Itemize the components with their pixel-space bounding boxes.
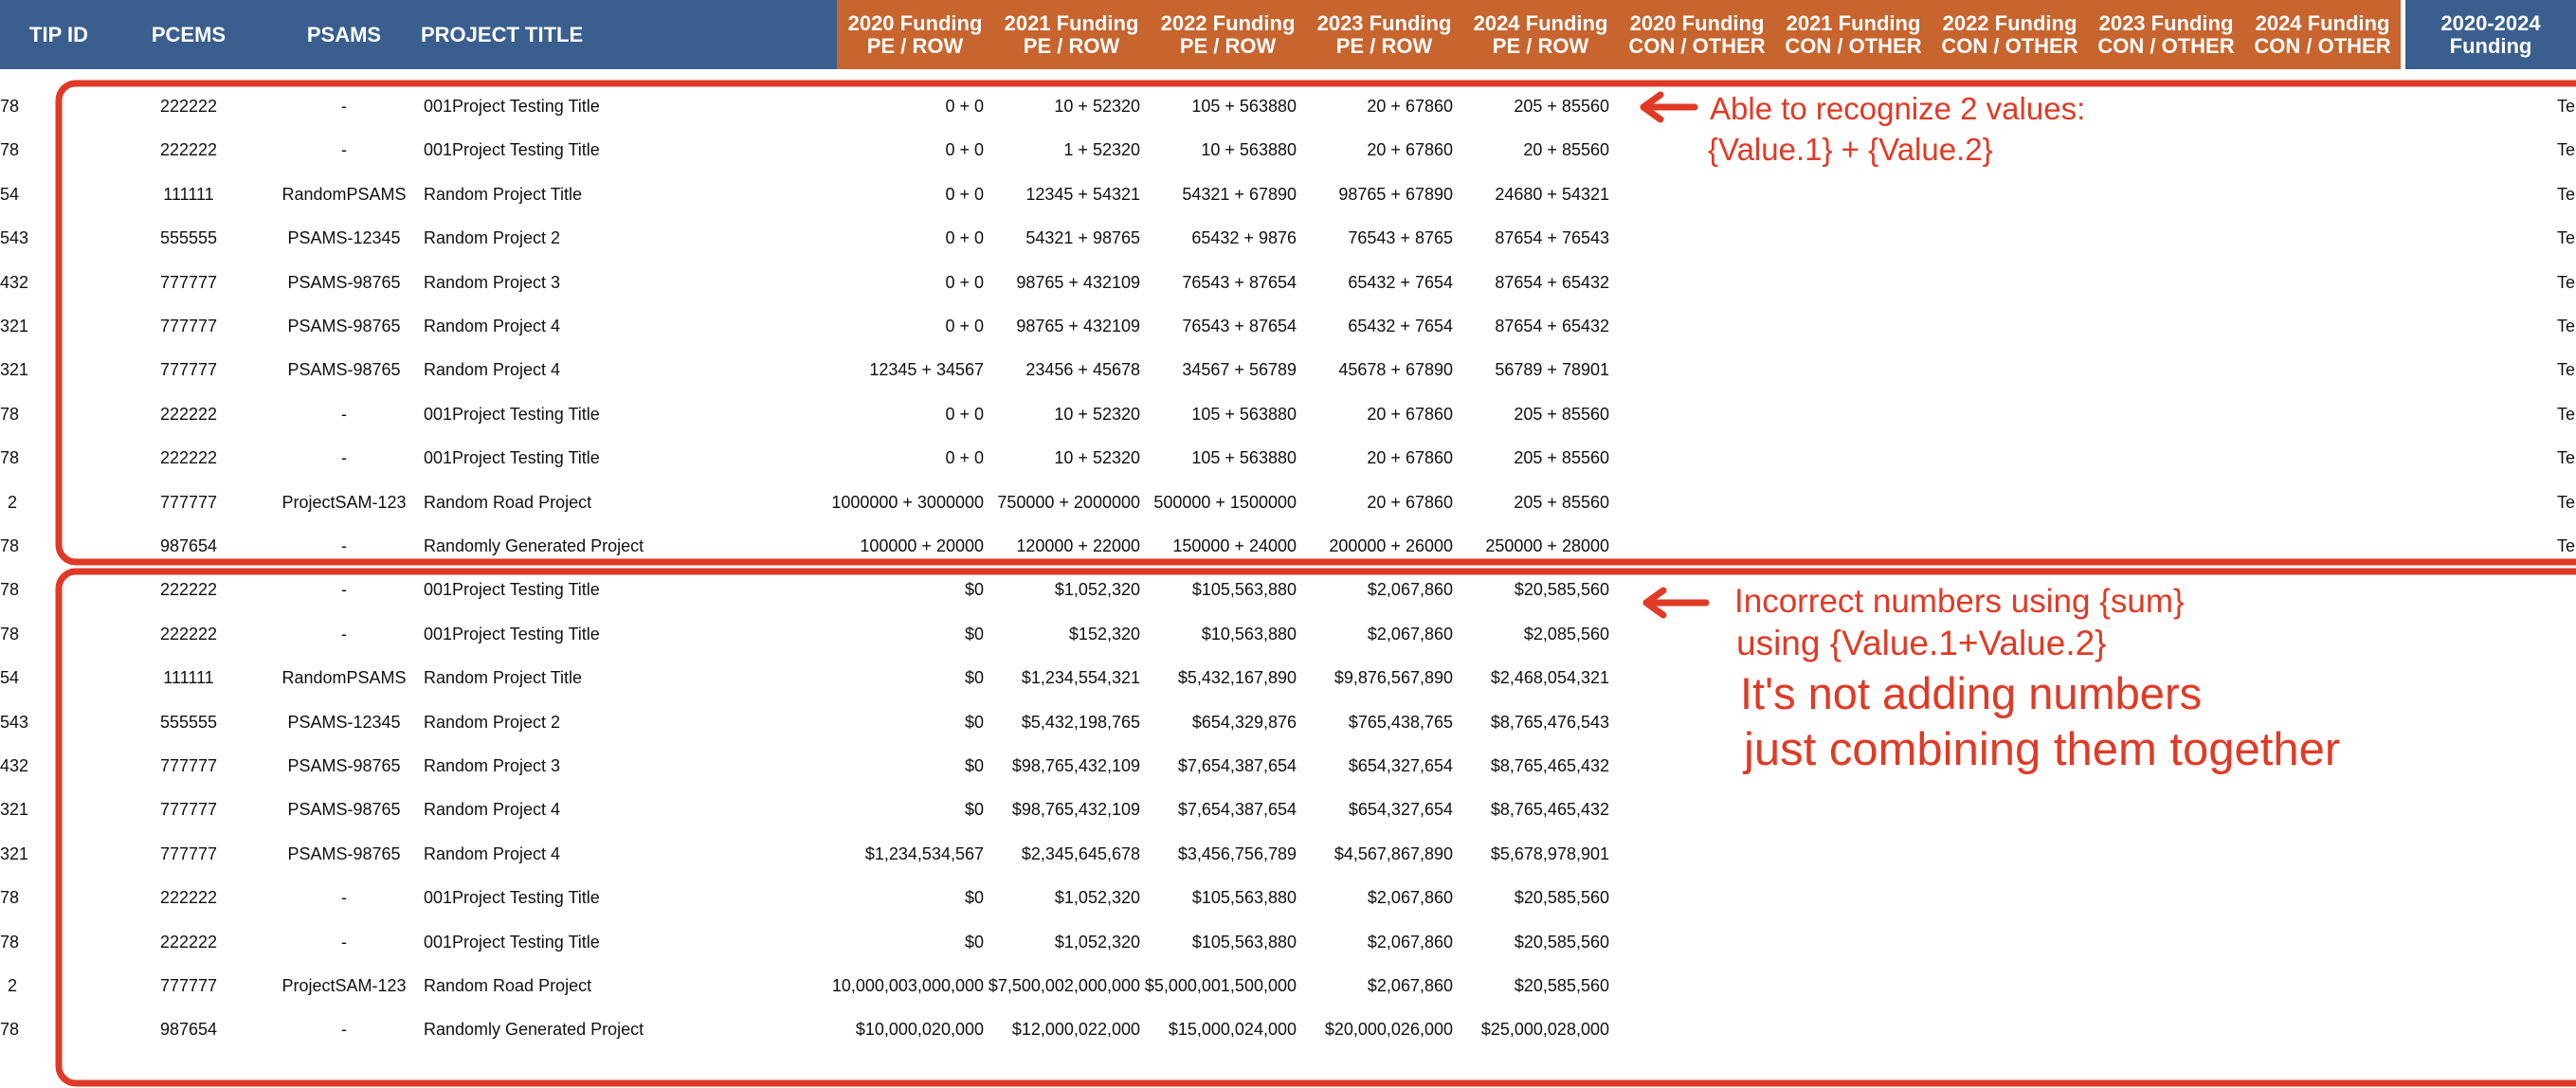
funding-pe-row-cell[interactable]: 0 + 0 (945, 140, 984, 159)
total-funding-cell[interactable]: Te (2557, 228, 2576, 247)
header-2023-pe-row[interactable] (1306, 0, 1462, 69)
header-2024-con-other[interactable] (2244, 0, 2401, 69)
header-label-line: 2021 Funding (1004, 10, 1139, 35)
header-label-line: 2020 Funding (1629, 10, 1765, 35)
funding-pe-row-cell[interactable]: 120000 + 22000 (1016, 536, 1140, 555)
total-funding-cell[interactable] (2557, 744, 2576, 788)
funding-pe-row-cell[interactable]: $20,585,560 (1514, 976, 1609, 995)
header-label-line: 2022 Funding (1160, 10, 1296, 35)
psams-cell[interactable]: - (341, 536, 347, 555)
tip-id-cell[interactable]: 321 (0, 360, 29, 379)
funding-pe-row-cell[interactable]: 98765 + 432109 (1016, 273, 1140, 292)
psams-cell[interactable]: PSAMS-98765 (287, 273, 401, 292)
header-2024-pe-row[interactable] (1462, 0, 1619, 69)
tip-id-cell[interactable]: 78 (0, 625, 20, 644)
funding-pe-row-cell[interactable]: $5,432,167,890 (1177, 668, 1297, 687)
funding-pe-row-cell[interactable]: 20 + 85560 (1523, 140, 1609, 159)
pcems-cell[interactable]: 777777 (159, 800, 218, 819)
funding-pe-row-cell[interactable]: 0 + 0 (945, 317, 984, 335)
funding-pe-row-cell[interactable]: 10 + 563880 (1201, 140, 1297, 159)
header-label-line: CON / OTHER (1785, 33, 1922, 58)
total-funding-cell[interactable]: Te (2557, 273, 2576, 292)
funding-pe-row-cell[interactable]: 0 + 0 (945, 97, 984, 116)
funding-pe-row-cell[interactable]: $105,563,880 (1191, 933, 1297, 952)
tip-id-cell[interactable]: 78 (0, 448, 20, 467)
funding-pe-row-cell[interactable]: $3,456,756,789 (1177, 844, 1297, 863)
funding-pe-row-cell[interactable]: $7,500,002,000,000 (988, 976, 1140, 995)
header-pcems[interactable] (118, 0, 260, 69)
project-title-cell[interactable]: Random Project 4 (424, 317, 561, 335)
funding-pe-row-cell[interactable]: $0 (964, 800, 984, 819)
funding-pe-row-cell[interactable]: $0 (964, 888, 984, 907)
note-recognize-title: Able to recognize 2 values: (1710, 91, 2086, 126)
tip-id-cell[interactable]: 78 (0, 536, 20, 555)
pcems-cell[interactable]: 987654 (159, 1020, 218, 1039)
total-funding-cell[interactable] (2557, 700, 2576, 744)
project-title-cell[interactable]: Random Project 4 (424, 844, 561, 863)
header-2023-con-other[interactable] (2088, 0, 2244, 69)
project-title-cell[interactable]: Random Project 3 (424, 273, 561, 292)
funding-pe-row-cell[interactable]: 0 + 0 (945, 448, 984, 467)
total-funding-cell[interactable]: Te (2557, 360, 2576, 379)
funding-pe-row-cell[interactable]: $7,654,387,654 (1177, 756, 1297, 775)
funding-pe-row-cell[interactable]: 750000 + 2000000 (997, 493, 1140, 512)
funding-pe-row-cell[interactable]: 20 + 67860 (1367, 140, 1453, 159)
pcems-cell[interactable]: 555555 (159, 228, 218, 247)
tip-id-cell[interactable]: 321 (0, 800, 29, 819)
funding-pe-row-cell[interactable]: $8,765,465,432 (1490, 756, 1609, 775)
funding-pe-row-cell[interactable]: $5,678,978,901 (1490, 844, 1609, 863)
funding-pe-row-cell[interactable]: $4,567,867,890 (1333, 844, 1453, 863)
header-label-line: PSAMS (306, 22, 382, 46)
tip-id-cell[interactable]: 78 (0, 97, 20, 116)
funding-pe-row-cell[interactable]: 76543 + 87654 (1182, 273, 1297, 292)
project-title-cell[interactable]: 001Project Testing Title (424, 580, 600, 599)
funding-pe-row-cell[interactable]: 10,000,003,000,000 (831, 976, 984, 995)
total-funding-cell[interactable]: Te (2557, 317, 2576, 335)
header-2021-pe-row[interactable] (993, 0, 1150, 69)
funding-pe-row-cell[interactable]: $2,345,645,678 (1021, 844, 1140, 863)
funding-pe-row-cell[interactable]: 105 + 563880 (1191, 405, 1297, 424)
total-funding-cell[interactable] (2557, 832, 2576, 876)
funding-pe-row-cell[interactable]: 98765 + 432109 (1016, 317, 1140, 335)
funding-pe-row-cell[interactable]: $20,585,560 (1514, 580, 1609, 599)
funding-pe-row-cell[interactable]: $20,585,560 (1514, 933, 1609, 952)
pcems-cell[interactable]: 111111 (163, 668, 214, 687)
psams-cell[interactable]: PSAMS-12345 (287, 713, 401, 732)
header-label-line: PE / ROW (1335, 33, 1433, 58)
funding-pe-row-cell[interactable]: $105,563,880 (1191, 888, 1297, 907)
tip-id-cell[interactable]: 543 (0, 228, 29, 247)
header-label-line: 2020-2024 (2440, 10, 2541, 35)
funding-pe-row-cell[interactable]: 54321 + 67890 (1182, 185, 1297, 204)
pcems-cell[interactable]: 222222 (159, 625, 218, 644)
funding-pe-row-cell[interactable]: 12345 + 54321 (1025, 185, 1140, 204)
pcems-cell[interactable]: 777777 (159, 493, 218, 512)
header-label-line: PE / ROW (1179, 33, 1277, 58)
funding-pe-row-cell[interactable]: 1 + 52320 (1063, 140, 1140, 159)
header-label-line: CON / OTHER (2097, 33, 2235, 58)
funding-pe-row-cell[interactable]: 45678 + 67890 (1338, 360, 1453, 379)
header-label-line: 2024 Funding (2255, 10, 2390, 35)
psams-cell[interactable]: PSAMS-98765 (287, 800, 401, 819)
project-title-cell[interactable]: 001Project Testing Title (424, 97, 600, 116)
header-2021-con-other[interactable] (1775, 0, 1932, 69)
total-funding-cell[interactable]: Te (2557, 536, 2576, 555)
funding-pe-row-cell[interactable]: $20,585,560 (1514, 888, 1609, 907)
header-label-line: CON / OTHER (1941, 33, 2078, 58)
total-funding-cell[interactable] (2557, 656, 2576, 699)
pcems-cell[interactable]: 222222 (159, 933, 218, 952)
funding-pe-row-cell[interactable]: $0 (964, 933, 984, 952)
funding-pe-row-cell[interactable]: $2,067,860 (1367, 580, 1453, 599)
total-funding-cell[interactable] (2557, 964, 2576, 1007)
funding-pe-row-cell[interactable]: $1,052,320 (1054, 888, 1140, 907)
funding-pe-row-cell[interactable]: 200000 + 26000 (1329, 536, 1453, 555)
funding-pe-row-cell[interactable]: $5,000,001,500,000 (1144, 976, 1297, 995)
pcems-cell[interactable]: 777777 (159, 273, 218, 292)
funding-pe-row-cell[interactable]: $765,438,765 (1348, 713, 1453, 732)
project-title-cell[interactable]: 001Project Testing Title (424, 140, 600, 159)
psams-cell[interactable]: PSAMS-98765 (287, 844, 401, 863)
pcems-cell[interactable]: 777777 (159, 317, 218, 335)
header-label-line: CON / OTHER (2254, 33, 2391, 58)
funding-pe-row-cell[interactable]: 500000 + 1500000 (1153, 493, 1297, 512)
funding-pe-row-cell[interactable]: 76543 + 8765 (1348, 228, 1453, 247)
project-title-cell[interactable]: Randomly Generated Project (424, 1020, 644, 1039)
psams-cell[interactable]: ProjectSAM-123 (281, 976, 407, 995)
funding-pe-row-cell[interactable]: 205 + 85560 (1514, 448, 1609, 467)
project-title-cell[interactable]: Random Project Title (424, 668, 583, 687)
tip-id-cell[interactable]: 54 (0, 185, 20, 204)
funding-pe-row-cell[interactable]: $7,654,387,654 (1177, 800, 1297, 819)
header-label-line: Funding (2449, 33, 2532, 58)
funding-pe-row-cell[interactable]: $25,000,028,000 (1480, 1020, 1609, 1039)
header-label-line: PROJECT TITLE (421, 22, 584, 46)
funding-pe-row-cell[interactable]: $1,052,320 (1054, 933, 1140, 952)
psams-cell[interactable]: PSAMS-98765 (287, 317, 401, 335)
funding-pe-row-cell[interactable]: 10 + 52320 (1054, 405, 1140, 424)
pcems-cell[interactable]: 111111 (163, 185, 214, 204)
pcems-cell[interactable]: 777777 (159, 360, 218, 379)
psams-cell[interactable]: - (341, 580, 347, 599)
total-funding-cell[interactable]: Te (2557, 140, 2576, 159)
funding-pe-row-cell[interactable]: 20 + 67860 (1367, 448, 1453, 467)
header-2020-2024-funding[interactable] (2405, 0, 2576, 69)
funding-pe-row-cell[interactable]: 10 + 52320 (1054, 97, 1140, 116)
funding-pe-row-cell[interactable]: $2,085,560 (1523, 625, 1609, 644)
pcems-cell[interactable]: 222222 (159, 448, 218, 467)
total-funding-cell[interactable]: Te (2557, 448, 2576, 467)
tip-id-cell[interactable]: 321 (0, 317, 29, 335)
header-2022-pe-row[interactable] (1150, 0, 1306, 69)
funding-pe-row-cell[interactable]: $8,765,476,543 (1490, 713, 1609, 732)
total-funding-cell[interactable]: Te (2557, 405, 2576, 424)
psams-cell[interactable]: - (341, 1020, 347, 1039)
funding-pe-row-cell[interactable]: 205 + 85560 (1514, 97, 1609, 116)
funding-pe-row-cell[interactable]: 87654 + 65432 (1495, 317, 1609, 335)
header-2022-con-other[interactable] (1932, 0, 2088, 69)
project-title-cell[interactable]: Random Project 3 (424, 756, 561, 775)
note-incorrect-sum: Incorrect numbers using {sum} (1734, 583, 2185, 620)
funding-pe-row-cell[interactable]: $1,234,534,567 (864, 844, 984, 863)
funding-pe-row-cell[interactable]: $1,234,554,321 (1021, 668, 1140, 687)
project-title-cell[interactable]: Randomly Generated Project (424, 536, 644, 555)
header-label-line: 2022 Funding (1942, 10, 2077, 35)
funding-pe-row-cell[interactable]: $0 (964, 580, 984, 599)
header-label-line: TIP ID (29, 22, 88, 46)
funding-pe-row-cell[interactable]: 10 + 52320 (1054, 448, 1140, 467)
pcems-cell[interactable]: 222222 (159, 97, 218, 116)
header-label-line: PE / ROW (1023, 33, 1120, 58)
funding-pe-row-cell[interactable]: $5,432,198,765 (1021, 713, 1140, 732)
note-just-combining: just combining them together (1744, 724, 2341, 775)
funding-pe-row-cell[interactable]: $98,765,432,109 (1011, 800, 1140, 819)
tip-id-cell[interactable]: 432 (0, 273, 29, 292)
funding-pe-row-cell[interactable]: 65432 + 7654 (1348, 317, 1453, 335)
psams-cell[interactable]: PSAMS-98765 (287, 360, 401, 379)
funding-pe-row-cell[interactable]: 23456 + 45678 (1025, 360, 1140, 379)
header-tip-id[interactable] (0, 0, 118, 69)
psams-cell[interactable]: - (341, 405, 347, 424)
funding-pe-row-cell[interactable]: $9,876,567,890 (1333, 668, 1453, 687)
tip-id-cell[interactable]: 78 (0, 140, 20, 159)
funding-pe-row-cell[interactable]: $10,000,020,000 (855, 1020, 984, 1039)
psams-cell[interactable]: - (341, 888, 347, 907)
funding-pe-row-cell[interactable]: $12,000,022,000 (1011, 1020, 1140, 1039)
tip-id-cell[interactable]: 321 (0, 844, 29, 863)
project-title-cell[interactable]: 001Project Testing Title (424, 933, 600, 952)
project-title-cell[interactable]: Random Project 2 (424, 713, 561, 732)
funding-pe-row-cell[interactable]: $654,327,654 (1348, 756, 1453, 775)
total-funding-cell[interactable]: Te (2557, 185, 2576, 204)
funding-pe-row-cell[interactable]: 24680 + 54321 (1495, 185, 1609, 204)
funding-pe-row-cell[interactable]: 205 + 85560 (1514, 493, 1609, 512)
pcems-cell[interactable]: 777777 (159, 976, 218, 995)
funding-pe-row-cell[interactable]: 20 + 67860 (1367, 405, 1453, 424)
funding-pe-row-cell[interactable]: 65432 + 7654 (1348, 273, 1453, 292)
header-2020-pe-row[interactable] (837, 0, 993, 69)
pcems-cell[interactable]: 222222 (159, 405, 218, 424)
project-title-cell[interactable]: 001Project Testing Title (424, 405, 600, 424)
header-label-line: PE / ROW (866, 33, 964, 58)
funding-pe-row-cell[interactable]: 76543 + 87654 (1182, 317, 1297, 335)
pcems-cell[interactable]: 777777 (159, 756, 218, 775)
funding-pe-row-cell[interactable]: $654,329,876 (1191, 713, 1297, 732)
header-label-line: 2024 Funding (1473, 10, 1608, 35)
psams-cell[interactable]: RandomPSAMS (281, 185, 407, 204)
project-title-cell[interactable]: 001Project Testing Title (424, 448, 600, 467)
pcems-cell[interactable]: 555555 (159, 713, 218, 732)
total-funding-cell[interactable] (2557, 568, 2576, 611)
tip-id-cell[interactable]: 54 (0, 668, 20, 687)
psams-cell[interactable]: - (341, 448, 347, 467)
total-funding-cell[interactable] (2557, 920, 2576, 964)
psams-cell[interactable]: ProjectSAM-123 (281, 493, 407, 512)
psams-cell[interactable]: RandomPSAMS (281, 668, 407, 687)
tip-id-cell[interactable]: 78 (0, 1020, 20, 1039)
project-title-cell[interactable]: 001Project Testing Title (424, 625, 600, 644)
funding-pe-row-cell[interactable]: 87654 + 65432 (1495, 273, 1609, 292)
header-label-line: 2021 Funding (1786, 10, 1921, 35)
tip-id-cell[interactable]: 543 (0, 713, 29, 732)
funding-pe-row-cell[interactable]: $2,067,860 (1367, 625, 1453, 644)
tip-id-cell[interactable]: 78 (0, 933, 20, 952)
funding-pe-row-cell[interactable]: $15,000,024,000 (1168, 1020, 1297, 1039)
funding-pe-row-cell[interactable]: 0 + 0 (945, 228, 984, 247)
project-title-cell[interactable]: Random Project 2 (424, 228, 561, 247)
funding-pe-row-cell[interactable]: 250000 + 28000 (1485, 536, 1609, 555)
header-label-line: 2023 Funding (2098, 10, 2234, 35)
total-funding-cell[interactable]: Te (2557, 493, 2576, 512)
funding-pe-row-cell[interactable]: 54321 + 98765 (1025, 228, 1140, 247)
funding-pe-row-cell[interactable]: 0 + 0 (945, 185, 984, 204)
total-funding-cell[interactable] (2557, 788, 2576, 831)
project-title-cell[interactable]: Random Project 4 (424, 360, 561, 379)
funding-pe-row-cell[interactable]: $105,563,880 (1191, 580, 1297, 599)
funding-pe-row-cell[interactable]: $0 (964, 668, 984, 687)
psams-cell[interactable]: - (341, 625, 347, 644)
header-label-line: CON / OTHER (1628, 33, 1766, 58)
funding-pe-row-cell[interactable]: $2,067,860 (1367, 933, 1453, 952)
tip-id-cell[interactable]: 2 (7, 976, 17, 995)
funding-pe-row-cell[interactable]: 0 + 0 (945, 405, 984, 424)
project-title-cell[interactable]: Random Project 4 (424, 800, 561, 819)
tip-id-cell[interactable]: 2 (7, 493, 17, 512)
funding-pe-row-cell[interactable]: $0 (964, 713, 984, 732)
psams-cell[interactable]: PSAMS-12345 (287, 228, 401, 247)
header-label-line: PE / ROW (1492, 33, 1589, 58)
tip-id-cell[interactable]: 432 (0, 756, 29, 775)
funding-pe-row-cell[interactable]: $152,320 (1068, 625, 1140, 644)
psams-cell[interactable]: - (341, 97, 347, 116)
funding-pe-row-cell[interactable]: 100000 + 20000 (860, 536, 984, 555)
funding-pe-row-cell[interactable]: 150000 + 24000 (1172, 536, 1297, 555)
pcems-cell[interactable]: 222222 (159, 580, 218, 599)
funding-pe-row-cell[interactable]: 56789 + 78901 (1495, 360, 1609, 379)
header-label-line: PCEMS (151, 22, 227, 46)
funding-pe-row-cell[interactable]: 98765 + 67890 (1338, 185, 1453, 204)
note-recognize-format: {Value.1} + {Value.2} (1708, 132, 1993, 167)
total-funding-cell[interactable] (2557, 612, 2576, 656)
funding-pe-row-cell[interactable]: $1,052,320 (1054, 580, 1140, 599)
funding-pe-row-cell[interactable]: $2,067,860 (1367, 888, 1453, 907)
psams-cell[interactable]: PSAMS-98765 (287, 756, 401, 775)
funding-pe-row-cell[interactable]: 1000000 + 3000000 (831, 493, 984, 512)
note-not-adding: It's not adding numbers (1740, 668, 2203, 718)
pcems-cell[interactable]: 777777 (159, 844, 218, 863)
funding-pe-row-cell[interactable]: $0 (964, 625, 984, 644)
header-2020-con-other[interactable] (1619, 0, 1775, 69)
psams-cell[interactable]: - (341, 933, 347, 952)
tip-id-cell[interactable]: 78 (0, 888, 20, 907)
tip-id-cell[interactable]: 78 (0, 405, 20, 424)
funding-pe-row-cell[interactable]: 20 + 67860 (1367, 493, 1453, 512)
funding-pe-row-cell[interactable]: 20 + 67860 (1367, 97, 1453, 116)
funding-pe-row-cell[interactable]: $20,000,026,000 (1324, 1020, 1453, 1039)
funding-pe-row-cell[interactable]: 105 + 563880 (1191, 448, 1297, 467)
total-funding-cell[interactable] (2557, 1007, 2576, 1051)
funding-pe-row-cell[interactable]: 0 + 0 (945, 273, 984, 292)
total-funding-cell[interactable]: Te (2557, 97, 2576, 116)
project-title-cell[interactable]: 001Project Testing Title (424, 888, 600, 907)
pcems-cell[interactable]: 987654 (159, 536, 218, 555)
header-project-title[interactable] (415, 0, 837, 69)
tip-id-cell[interactable]: 78 (0, 580, 20, 599)
project-title-cell[interactable]: Random Road Project (424, 493, 592, 512)
funding-pe-row-cell[interactable]: $2,067,860 (1367, 976, 1453, 995)
pcems-cell[interactable]: 222222 (159, 140, 218, 159)
funding-pe-row-cell[interactable]: $0 (964, 756, 984, 775)
funding-pe-row-cell[interactable]: 65432 + 9876 (1191, 228, 1297, 247)
project-title-cell[interactable]: Random Project Title (424, 185, 583, 204)
funding-pe-row-cell[interactable]: $98,765,432,109 (1011, 756, 1140, 775)
note-incorrect-formula: using {Value.1+Value.2} (1736, 624, 2107, 662)
funding-pe-row-cell[interactable]: 34567 + 56789 (1182, 360, 1297, 379)
header-label-line: 2020 Funding (847, 10, 983, 35)
funding-pe-row-cell[interactable]: 105 + 563880 (1191, 97, 1297, 116)
funding-pe-row-cell[interactable]: 12345 + 34567 (869, 360, 984, 379)
funding-pe-row-cell[interactable]: 87654 + 76543 (1495, 228, 1609, 247)
psams-cell[interactable]: - (341, 140, 347, 159)
funding-pe-row-cell[interactable]: $2,468,054,321 (1490, 668, 1609, 687)
funding-pe-row-cell[interactable]: $654,327,654 (1348, 800, 1453, 819)
header-label-line: 2023 Funding (1316, 10, 1452, 35)
funding-pe-row-cell[interactable]: $10,563,880 (1201, 625, 1297, 644)
pcems-cell[interactable]: 222222 (159, 888, 218, 907)
total-funding-cell[interactable] (2557, 876, 2576, 919)
project-title-cell[interactable]: Random Road Project (424, 976, 592, 995)
header-psams[interactable] (260, 0, 428, 69)
funding-pe-row-cell[interactable]: 205 + 85560 (1514, 405, 1609, 424)
funding-pe-row-cell[interactable]: $8,765,465,432 (1490, 800, 1609, 819)
